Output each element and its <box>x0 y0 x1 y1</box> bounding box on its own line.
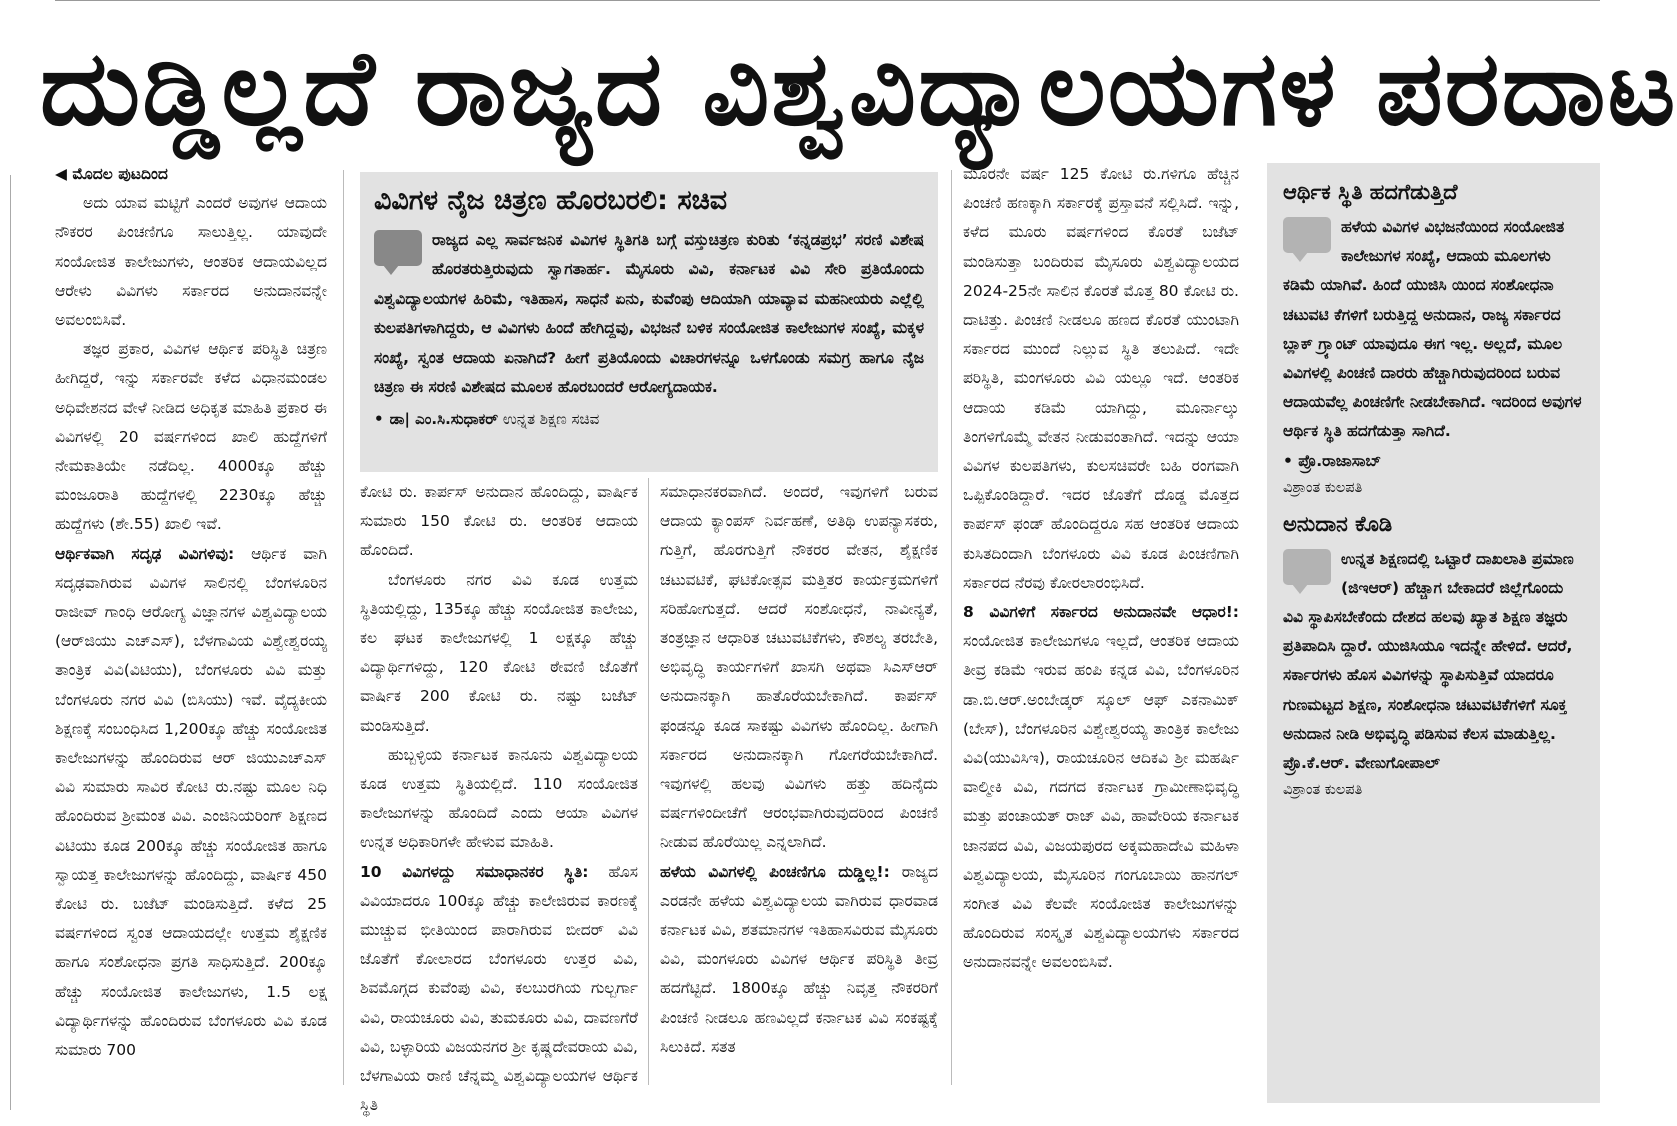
top-rule <box>55 0 1600 1</box>
quote2-author: ಪ್ರೊ.ಕೆ.ಆರ್. ವೇಣುಗೋಪಾಲ್ <box>1283 754 1440 773</box>
box-title: ವಿವಿಗಳ ನೈಜ ಚಿತ್ರಣ ಹೊರಬರಲಿ: ಸಚಿವ <box>374 185 728 216</box>
col1-paragraph: ಆರ್ಥಿಕವಾಗಿ ಸದೃಢ ವಿವಿಗಳಿವು: ಆರ್ಥಿಕ ವಾಗಿ ಸದೃಢವಾಗಿರುವ ವಿವಿಗಳ ಸಾಲಿನಲ್ಲಿ ಬೆಂಗಳೂರಿನ ರಾಜೀವ್ ಗಾಂಧಿ ಆರೋಗ್ಯ ವಿಜ್ಞಾನಗಳ ವಿಶ್ವವಿದ್ಯಾಲಯ (ಆರ್‌ಜಿಯು ಎಚ್‌ಎಸ್), ಬೆಳಗಾವಿಯ ವಿಶ್ವೇಶ್ವರಯ್ಯ ತಾಂತ್ರಿಕ ವಿವಿ(ವಿಟಿಯು), ಬೆಂಗಳೂರು ವಿವಿ ಮತ್ತು ಬೆಂಗಳೂರು ನಗರ ವಿವಿ (ಬಿಸಿಯು) ಇವೆ. ವೈದ್ಯಕೀಯ ಶಿಕ್ಷಣಕ್ಕೆ ಸಂಬಂಧಿಸಿದ 1,200ಕ್ಕೂ ಹೆಚ್ಚು ಸಂಯೋಜಿತ ಕಾಲೇಜುಗಳನ್ನು ಹೊಂದಿರುವ ಆರ್ ಜಿಯುಎಚ್‌ಎಸ್ ವಿವಿ ಸುಮಾರು ಸಾವಿರ ಕೋಟಿ ರು.ನಷ್ಟು ಮೂಲ ನಿಧಿ ಹೊಂದಿರುವ ಶ್ರೀಮಂತ ವಿವಿ. ಎಂಜಿನಿಯರಿಂಗ್ ಶಿಕ್ಷಣದ ವಿಟಿಯು ಕೂಡ 200ಕ್ಕೂ ಹೆಚ್ಚು ಸಂಯೋಜಿತ ಹಾಗೂ ಸ್ವಾಯತ್ತ ಕಾಲೇಜುಗಳನ್ನು ಹೊಂದಿದ್ದು, ವಾರ್ಷಿಕ 450 ಕೋಟಿ ರು. ಬಜೆಟ್ ಮಂಡಿಸುತ್ತಿದೆ. ಕಳೆದ 25 ವರ್ಷಗಳಿಂದ ಸ್ವಂತ ಆದಾಯದಲ್ಲೇ ಉತ್ತಮ ಶೈಕ್ಷಣಿಕ ಹಾಗೂ ಸಂಶೋಧನಾ ಪ್ರಗತಿ ಸಾಧಿಸುತ್ತಿದೆ. 200ಕ್ಕೂ ಹೆಚ್ಚು ಸಂಯೋಜಿತ ಕಾಲೇಜುಗಳು, 1.5 ಲಕ್ಷ ವಿದ್ಯಾರ್ಥಿಗಳನ್ನು ಹೊಂದಿರುವ ಬೆಂಗಳೂರು ವಿವಿ ಕೂಡ ಸುಮಾರು 700 <box>55 544 328 1060</box>
quote2-text: ಉನ್ನತ ಶಿಕ್ಷಣದಲ್ಲಿ ಒಟ್ಟಾರೆ ದಾಖಲಾತಿ ಪ್ರಮಾಣ (ಜಿಇಆರ್) ಹೆಚ್ಚಾಗ ಬೇಕಾದರೆ ಜಿಲ್ಲೆಗೊಂದು ವಿವಿ ಸ್ಥಾಪಿಸಬೇಕೆಂದು ದೇಶದ ಹಲವು ಖ್ಯಾತ ಶಿಕ್ಷಣ ತಜ್ಞರು ಪ್ರತಿಪಾದಿಸಿ ದ್ದಾರೆ. ಯುಜಿಸಿಯೂ ಇದನ್ನೇ ಹೇಳಿದೆ. ಆದರೆ, ಸರ್ಕಾರಗಳು ಹೊಸ ವಿವಿಗಳನ್ನು ಸ್ಥಾಪಿಸುತ್ತಿವೆ ಯಾದರೂ ಗುಣಮಟ್ಟದ ಶಿಕ್ಷಣ, ಸಂಶೋಧನಾ ಚಟುವಟಿಕೆಗಳಿಗೆ ಸೂಕ್ತ ಅನುದಾನ ನೀಡಿ ಅಭಿವೃದ್ಧಿ ಪಡಿಸುವ ಕೆಲಸ ಮಾಡುತ್ತಿಲ್ಲ. <box>1283 549 1574 743</box>
quote1-author: • ಪ್ರೊ.ರಾಜಾಸಾಬ್ <box>1283 451 1382 470</box>
column-4 <box>963 160 1239 1085</box>
col2-paragraph: 10 ವಿವಿಗಳದ್ದು ಸಮಾಧಾನಕರ ಸ್ಥಿತಿ: ಹೊಸ ವಿವಿಯಾದರೂ 100ಕ್ಕೂ ಹೆಚ್ಚು ಕಾಲೇಜಿರುವ ಕಾರಣಕ್ಕೆ ಮುಚ್ಚುವ ಭೀತಿಯಿಂದ ಪಾರಾಗಿರುವ ಬೀದರ್ ವಿವಿ ಜೊತೆಗೆ ಕೋಲಾರದ ಬೆಂಗಳೂರು ಉತ್ತರ ವಿವಿ, ಶಿವಮೊಗ್ಗದ ಕುವೆಂಪು ವಿವಿ, ಕಲಬುರಗಿಯ ಗುಲ್ಬರ್ಗಾ ವಿವಿ, ರಾಯಚೂರು ವಿವಿ, ತುಮಕೂರು ವಿವಿ, ದಾವಣಗೆರೆ ವಿವಿ, ಬಳ್ಳಾರಿಯ ವಿಜಯನಗರ ಶ್ರೀ ಕೃಷ್ಣದೇವರಾಯ ವಿವಿ, ಬೆಳಗಾವಿಯ ರಾಣಿ ಚೆನ್ನಮ್ಮ ವಿಶ್ವವಿದ್ಯಾಲಯಗಳ ಆರ್ಥಿಕ ಸ್ಥಿತಿ <box>360 862 638 1115</box>
column-divider <box>648 478 649 1085</box>
col2-paragraph: ಹುಬ್ಬಳ್ಳಿಯ ಕರ್ನಾಟಕ ಕಾನೂನು ವಿಶ್ವವಿದ್ಯಾಲಯ ಕೂಡ ಉತ್ತಮ ಸ್ಥಿತಿಯಲ್ಲಿದೆ. 110 ಸಂಯೋಜಿತ ಕಾಲೇಜುಗಳನ್ನು ಹೊಂದಿದೆ ಎಂದು ಆಯಾ ವಿವಿಗಳ ಉನ್ನತ ಅಧಿಕಾರಿಗಳೇ ಹೇಳುವ ಮಾಹಿತಿ. <box>360 745 638 852</box>
subheading: ಆರ್ಥಿಕವಾಗಿ ಸದೃಢ ವಿವಿಗಳಿವು: <box>55 544 235 563</box>
col2-paragraph: ಕೋಟಿ ರು. ಕಾರ್ಪಸ್ ಅನುದಾನ ಹೊಂದಿದ್ದು, ವಾರ್ಷಿಕ ಸುಮಾರು 150 ಕೋಟಿ ರು. ಆಂತರಿಕ ಆದಾಯ ಹೊಂದಿದೆ. <box>360 483 638 560</box>
quote1-author-role: ವಿಶ್ರಾಂತ ಕುಲಪತಿ <box>1283 479 1363 496</box>
column-3 <box>660 478 938 1085</box>
speech-bubble-icon <box>374 230 422 266</box>
speech-bubble-icon <box>1283 549 1331 585</box>
column-divider <box>343 170 344 1085</box>
bullet-icon: • <box>374 410 384 429</box>
subheading: 8 ವಿವಿಗಳಿಗೆ ಸರ್ಕಾರದ ಅನುದಾನವೇ ಆಧಾರ!: <box>963 603 1239 622</box>
left-rule <box>10 175 11 1110</box>
expert-quotes-sidebar <box>1267 163 1600 1103</box>
minister-quote-box <box>360 172 938 472</box>
subheading: ಹಳೆಯ ವಿವಿಗಳಲ್ಲಿ ಪಿಂಚಣಿಗೂ ದುಡ್ಡಿಲ್ಲ!: <box>660 862 890 881</box>
quote2-author-role: ವಿಶ್ರಾಂತ ಕುಲಪತಿ <box>1283 782 1363 799</box>
col4-paragraph: ಮೂರನೇ ವರ್ಷ 125 ಕೋಟಿ ರು.ಗಳಿಗೂ ಹೆಚ್ಚಿನ ಪಿಂಚಣಿ ಹಣಕ್ಕಾಗಿ ಸರ್ಕಾರಕ್ಕೆ ಪ್ರಸ್ತಾವನೆ ಸಲ್ಲಿಸಿದೆ. ಇನ್ನು, ಕಳೆದ ಮೂರು ವರ್ಷಗಳಿಂದ ಕೊರತೆ ಬಜೆಟ್ ಮಂಡಿಸುತ್ತಾ ಬಂದಿರುವ ಮೈಸೂರು ವಿಶ್ವವಿದ್ಯಾಲಯದ 2024-25ನೇ ಸಾಲಿನ ಕೊರತೆ ಮೊತ್ತ 80 ಕೋಟಿ ರು. ದಾಟಿತ್ತು. ಪಿಂಚಣಿ ನೀಡಲೂ ಹಣದ ಕೊರತೆ ಯುಂಟಾಗಿ ಸರ್ಕಾರದ ಮುಂದೆ ನಿಲ್ಲುವ ಸ್ಥಿತಿ ತಲುಪಿದೆ. ಇದೇ ಪರಿಸ್ಥಿತಿ, ಮಂಗಳೂರು ವಿವಿ ಯಲ್ಲೂ ಇದೆ. ಆಂತರಿಕ ಆದಾಯ ಕಡಿಮೆ ಯಾಗಿದ್ದು, ಮೂರ್ನಾಲ್ಕು ತಿಂಗಳಿಗೊಮ್ಮೆ ವೇತನ ನೀಡುವಂತಾಗಿದೆ. ಇದನ್ನು ಆಯಾ ವಿವಿಗಳ ಕುಲಪತಿಗಳು, ಕುಲಸಚಿವರೇ ಬಹಿ ರಂಗವಾಗಿ ಒಪ್ಪಿಕೊಂಡಿದ್ದಾರೆ. ಇದರ ಜೊತೆಗೆ ದೊಡ್ಡ ಮೊತ್ತದ ಕಾರ್ಪಸ್ ಫಂಡ್ ಹೊಂದಿದ್ದರೂ ಸಹ ಆಂತರಿಕ ಆದಾಯ ಕುಸಿತದಿಂದಾಗಿ ಬೆಂಗಳೂರು ವಿವಿ ಕೂಡ ಪಿಂಚಣಿಗಾಗಿ ಸರ್ಕಾರದ ನೆರವು ಕೋರಲಾರಂಭಿಸಿದೆ. <box>963 165 1239 592</box>
col1-paragraph: ತಜ್ಞರ ಪ್ರಕಾರ, ವಿವಿಗಳ ಆರ್ಥಿಕ ಪರಿಸ್ಥಿತಿ ಚಿತ್ರಣ ಹೀಗಿದ್ದರೆ, ಇನ್ನು ಸರ್ಕಾರವೇ ಕಳೆದ ವಿಧಾನಮಂಡಲ ಅಧಿವೇಶನದ ವೇಳೆ ನೀಡಿದ ಅಧಿಕೃತ ಮಾಹಿತಿ ಪ್ರಕಾರ ಈ ವಿವಿಗಳಲ್ಲಿ 20 ವರ್ಷಗಳಿಂದ ಖಾಲಿ ಹುದ್ದೆಗಳಿಗೆ ನೇಮಕಾತಿಯೇ ನಡೆದಿಲ್ಲ. 4000ಕ್ಕೂ ಹೆಚ್ಚು ಮಂಜೂರಾತಿ ಹುದ್ದೆಗಳಲ್ಲಿ 2230ಕ್ಕೂ ಹೆಚ್ಚು ಹುದ್ದೆಗಳು (ಶೇ.55) ಖಾಲಿ ಇವೆ. <box>55 340 327 534</box>
col3-paragraph: ಹಳೆಯ ವಿವಿಗಳಲ್ಲಿ ಪಿಂಚಣಿಗೂ ದುಡ್ಡಿಲ್ಲ!: ರಾಜ್ಯದ ಎರಡನೇ ಹಳೆಯ ವಿಶ್ವವಿದ್ಯಾಲಯ ವಾಗಿರುವ ಧಾರವಾಡ ಕರ್ನಾಟಕ ವಿವಿ, ಶತಮಾನಗಳ ಇತಿಹಾಸವಿರುವ ಮೈಸೂರು ವಿವಿ, ಮಂಗಳೂರು ವಿವಿಗಳ ಆರ್ಥಿಕ ಪರಿಸ್ಥಿತಿ ತೀವ್ರ ಹದಗೆಟ್ಟಿದೆ. 1800ಕ್ಕೂ ಹೆಚ್ಚು ನಿವೃತ್ತ ನೌಕರರಿಗೆ ಪಿಂಚಣಿ ನೀಡಲೂ ಹಣವಿಲ್ಲದೆ ಕರ್ನಾಟಕ ವಿವಿ ಸಂಕಷ್ಟಕ್ಕೆ ಸಿಲುಕಿದೆ. ಸತತ <box>660 862 938 1056</box>
column-divider <box>951 170 952 1085</box>
continued-from-front-page: ◀ ಮೊದಲ ಪುಟದಿಂದ <box>55 165 168 183</box>
box-byline <box>374 406 924 432</box>
col3-paragraph: ಸಮಾಧಾನಕರವಾಗಿದೆ. ಅಂದರೆ, ಇವುಗಳಿಗೆ ಬರುವ ಆದಾಯ ಕ್ಯಾಂಪಸ್ ನಿರ್ವಹಣೆ, ಅತಿಥಿ ಉಪನ್ಯಾಸಕರು, ಗುತ್ತಿಗೆ, ಹೊರಗುತ್ತಿಗೆ ನೌಕರರ ವೇತನ, ಶೈಕ್ಷಣಿಕ ಚಟುವಟಿಕೆ, ಘಟಿಕೋತ್ಸವ ಮತ್ತಿತರ ಕಾರ್ಯಕ್ರಮಗಳಿಗೆ ಸರಿಹೋಗುತ್ತದೆ. ಆದರೆ ಸಂಶೋಧನೆ, ನಾವೀನ್ಯತೆ, ತಂತ್ರಜ್ಞಾನ ಆಧಾರಿತ ಚಟುವಟಿಕೆಗಳು, ಕೌಶಲ್ಯ ತರಬೇತಿ, ಅಭಿವೃದ್ಧಿ ಕಾರ್ಯಗಳಿಗೆ ಖಾಸಗಿ ಅಥವಾ ಸಿಎಸ್‌ಆರ್ ಅನುದಾನಕ್ಕಾಗಿ ಹಾತೊರೆಯಬೇಕಾಗಿದೆ. ಕಾರ್ಪಸ್ ಫಂಡನ್ನೂ ಕೂಡ ಸಾಕಷ್ಟು ವಿವಿಗಳು ಹೊಂದಿಲ್ಲ. ಹೀಗಾಗಿ ಸರ್ಕಾರದ ಅನುದಾನಕ್ಕಾಗಿ ಗೋಗರೆಯಬೇಕಾಗಿದೆ. ಇವುಗಳಲ್ಲಿ ಹಲವು ವಿವಿಗಳು ಹತ್ತು ಹದಿನೈದು ವರ್ಷಗಳಿಂದೀಚೆಗೆ ಆರಂಭವಾಗಿರುವುದರಿಂದ ಪಿಂಚಣಿ ನೀಡುವ ಹೊರೆಯಿಲ್ಲ ಎನ್ನಲಾಗಿದೆ. <box>660 483 938 852</box>
col4-paragraph: 8 ವಿವಿಗಳಿಗೆ ಸರ್ಕಾರದ ಅನುದಾನವೇ ಆಧಾರ!: ಸಂಯೋಜಿತ ಕಾಲೇಜುಗಳೂ ಇಲ್ಲದೆ, ಆಂತರಿಕ ಆದಾಯ ತೀವ್ರ ಕಡಿಮೆ ಇರುವ ಹಂಪಿ ಕನ್ನಡ ವಿವಿ, ಬೆಂಗಳೂರಿನ ಡಾ.ಬಿ.ಆರ್.ಅಂಬೇಡ್ಕರ್ ಸ್ಕೂಲ್ ಆಫ್ ಎಕನಾಮಿಕ್ (ಬೇಸ್), ಬೆಂಗಳೂರಿನ ವಿಶ್ವೇಶ್ವರಯ್ಯ ತಾಂತ್ರಿಕ ಕಾಲೇಜು ವಿವಿ(ಯುವಿಸಿಇ), ರಾಯಚೂರಿನ ಆದಿಕವಿ ಶ್ರೀ ಮಹರ್ಷಿ ವಾಲ್ಮೀಕಿ ವಿವಿ, ಗದಗದ ಕರ್ನಾಟಕ ಗ್ರಾಮೀಣಾಭಿವೃದ್ಧಿ ಮತ್ತು ಪಂಚಾಯತ್ ರಾಜ್ ವಿವಿ, ಹಾವೇರಿಯ ಕರ್ನಾಟಕ ಜಾನಪದ ವಿವಿ, ವಿಜಯಪುರದ ಅಕ್ಕಮಹಾದೇವಿ ಮಹಿಳಾ ವಿಶ್ವವಿದ್ಯಾಲಯ, ಮೈಸೂರಿನ ಗಂಗೂಬಾಯಿ ಹಾನಗಲ್ ಸಂಗೀತ ವಿವಿ ಕೆಲವೇ ಸಂಯೋಜಿತ ಕಾಲೇಜುಗಳನ್ನು ಹೊಂದಿರುವ ಸಂಸ್ಕೃತ ವಿಶ್ವವಿದ್ಯಾಲಯಗಳು ಸರ್ಕಾರದ ಅನುದಾನವನ್ನೇ ಅವಲಂಬಿಸಿವೆ. <box>963 603 1239 972</box>
column-1 <box>55 160 327 1085</box>
quote2-title: ಅನುದಾನ ಕೊಡಿ <box>1283 511 1393 536</box>
quote1-text: ಹಳೆಯ ವಿವಿಗಳ ವಿಭಜನೆಯಿಂದ ಸಂಯೋಜಿತ ಕಾಲೇಜುಗಳ ಸಂಖ್ಯೆ, ಆದಾಯ ಮೂಲಗಳು ಕಡಿಮೆ ಯಾಗಿವೆ. ಹಿಂದೆ ಯುಜಿಸಿ ಯಿಂದ ಸಂಶೋಧನಾ ಚಟುವಟಿ ಕೆಗಳಿಗೆ ಬರುತ್ತಿದ್ದ ಅನುದಾನ, ರಾಜ್ಯ ಸರ್ಕಾರದ ಬ್ಲಾಕ್ ಗ್ರ್ಯಾಂಟ್ ಯಾವುದೂ ಈಗ ಇಲ್ಲ. ಅಲ್ಲದೆ, ಮೂಲ ವಿವಿಗಳಲ್ಲಿ ಪಿಂಚಣಿ ದಾರರು ಹೆಚ್ಚಾಗಿರುವುದರಿಂದ ಬರುವ ಆದಾಯವೆಲ್ಲ ಪಿಂಚಣಿಗೇ ನೀಡಬೇಕಾಗಿದೆ. ಇದರಿಂದ ಅವುಗಳ ಆರ್ಥಿಕ ಸ್ಥಿತಿ ಹದಗೆಡುತ್ತಾ ಸಾಗಿದೆ. <box>1283 218 1582 441</box>
speech-bubble-icon <box>1283 217 1331 253</box>
col2-paragraph: ಬೆಂಗಳೂರು ನಗರ ವಿವಿ ಕೂಡ ಉತ್ತಮ ಸ್ಥಿತಿಯಲ್ಲಿದ್ದು, 135ಕ್ಕೂ ಹೆಚ್ಚು ಸಂಯೋಜಿತ ಕಾಲೇಜು, ಕಲ ಘಟಕ ಕಾಲೇಜುಗಳಲ್ಲಿ 1 ಲಕ್ಷಕ್ಕೂ ಹೆಚ್ಚು ವಿದ್ಯಾರ್ಥಿಗಳಿದ್ದು, 120 ಕೋಟಿ ಠೇವಣಿ ಜೊತೆಗೆ ವಾರ್ಷಿಕ 200 ಕೋಟಿ ರು. ನಷ್ಟು ಬಜೆಟ್ ಮಂಡಿಸುತ್ತಿದೆ. <box>360 570 638 735</box>
box-author: ಡಾ| ಎಂ.ಸಿ.ಸುಧಾಕರ್ <box>389 410 499 429</box>
headline: ದುಡ್ಡಿಲ್ಲದೆ ರಾಜ್ಯದ ವಿಶ್ವವಿದ್ಯಾಲಯಗಳ ಪರದಾಟ <box>40 27 1677 149</box>
subheading: 10 ವಿವಿಗಳದ್ದು ಸಮಾಧಾನಕರ ಸ್ಥಿತಿ: <box>360 862 589 881</box>
column-2 <box>360 478 638 1115</box>
box-text: ರಾಜ್ಯದ ಎಲ್ಲ ಸಾರ್ವಜನಿಕ ವಿವಿಗಳ ಸ್ಥಿತಿಗತಿ ಬಗ್ಗೆ ವಸ್ತುಚಿತ್ರಣ ಕುರಿತು ‘ಕನ್ನಡಪ್ರಭ’ ಸರಣಿ ವಿಶೇಷ ಹೊರತರುತ್ತಿರುವುದು ಸ್ವಾಗತಾರ್ಹ. ಮೈಸೂರು ವಿವಿ, ಕರ್ನಾಟಕ ವಿವಿ ಸೇರಿ ಪ್ರತಿಯೊಂದು ವಿಶ್ವವಿದ್ಯಾಲಯಗಳ ಹಿರಿಮೆ, ಇತಿಹಾಸ, ಸಾಧನೆ ಏನು, ಕುವೆಂಪು ಆದಿಯಾಗಿ ಯಾವ್ಯಾವ ಮಹನೀಯರು ಎಲ್ಲೆಲ್ಲಿ ಕುಲಪತಿಗಳಾಗಿದ್ದರು, ಆ ವಿವಿಗಳು ಹಿಂದೆ ಹೇಗಿದ್ದವು, ವಿಭಜನೆ ಬಳಿಕ ಸಂಯೋಜಿತ ಕಾಲೇಜುಗಳ ಸಂಖ್ಯೆ, ಮಕ್ಕಳ ಸಂಖ್ಯೆ, ಸ್ವಂತ ಆದಾಯ ಏನಾಗಿದೆ? ಹೀಗೆ ಪ್ರತಿಯೊಂದು ವಿಚಾರಗಳನ್ನೂ ಒಳಗೊಂಡು ಸಮಗ್ರ ಹಾಗೂ ನೈಜ ಚಿತ್ರಣ ಈ ಸರಣಿ ವಿಶೇಷದ ಮೂಲಕ ಹೊರಬಂದರೆ ಆರೋಗ್ಯದಾಯಕ. <box>374 231 924 397</box>
box-author-role: ಉನ್ನತ ಶಿಕ್ಷಣ ಸಚಿವ <box>502 410 600 429</box>
quote1-title: ಆರ್ಥಿಕ ಸ್ಥಿತಿ ಹದಗೆಡುತ್ತಿದೆ <box>1283 180 1458 204</box>
col1-paragraph: ಅದು ಯಾವ ಮಟ್ಟಿಗೆ ಎಂದರೆ ಅವುಗಳ ಆದಾಯ ನೌಕರರ ಪಿಂಚಣಿಗೂ ಸಾಲುತ್ತಿಲ್ಲ. ಯಾವುದೇ ಸಂಯೋಜಿತ ಕಾಲೇಜುಗಳು, ಆಂತರಿಕ ಆದಾಯವಿಲ್ಲದ ಆರೇಳು ವಿವಿಗಳು ಸರ್ಕಾರದ ಅನುದಾನವನ್ನೇ ಅವಲಂಬಿಸಿವೆ. <box>55 194 327 330</box>
